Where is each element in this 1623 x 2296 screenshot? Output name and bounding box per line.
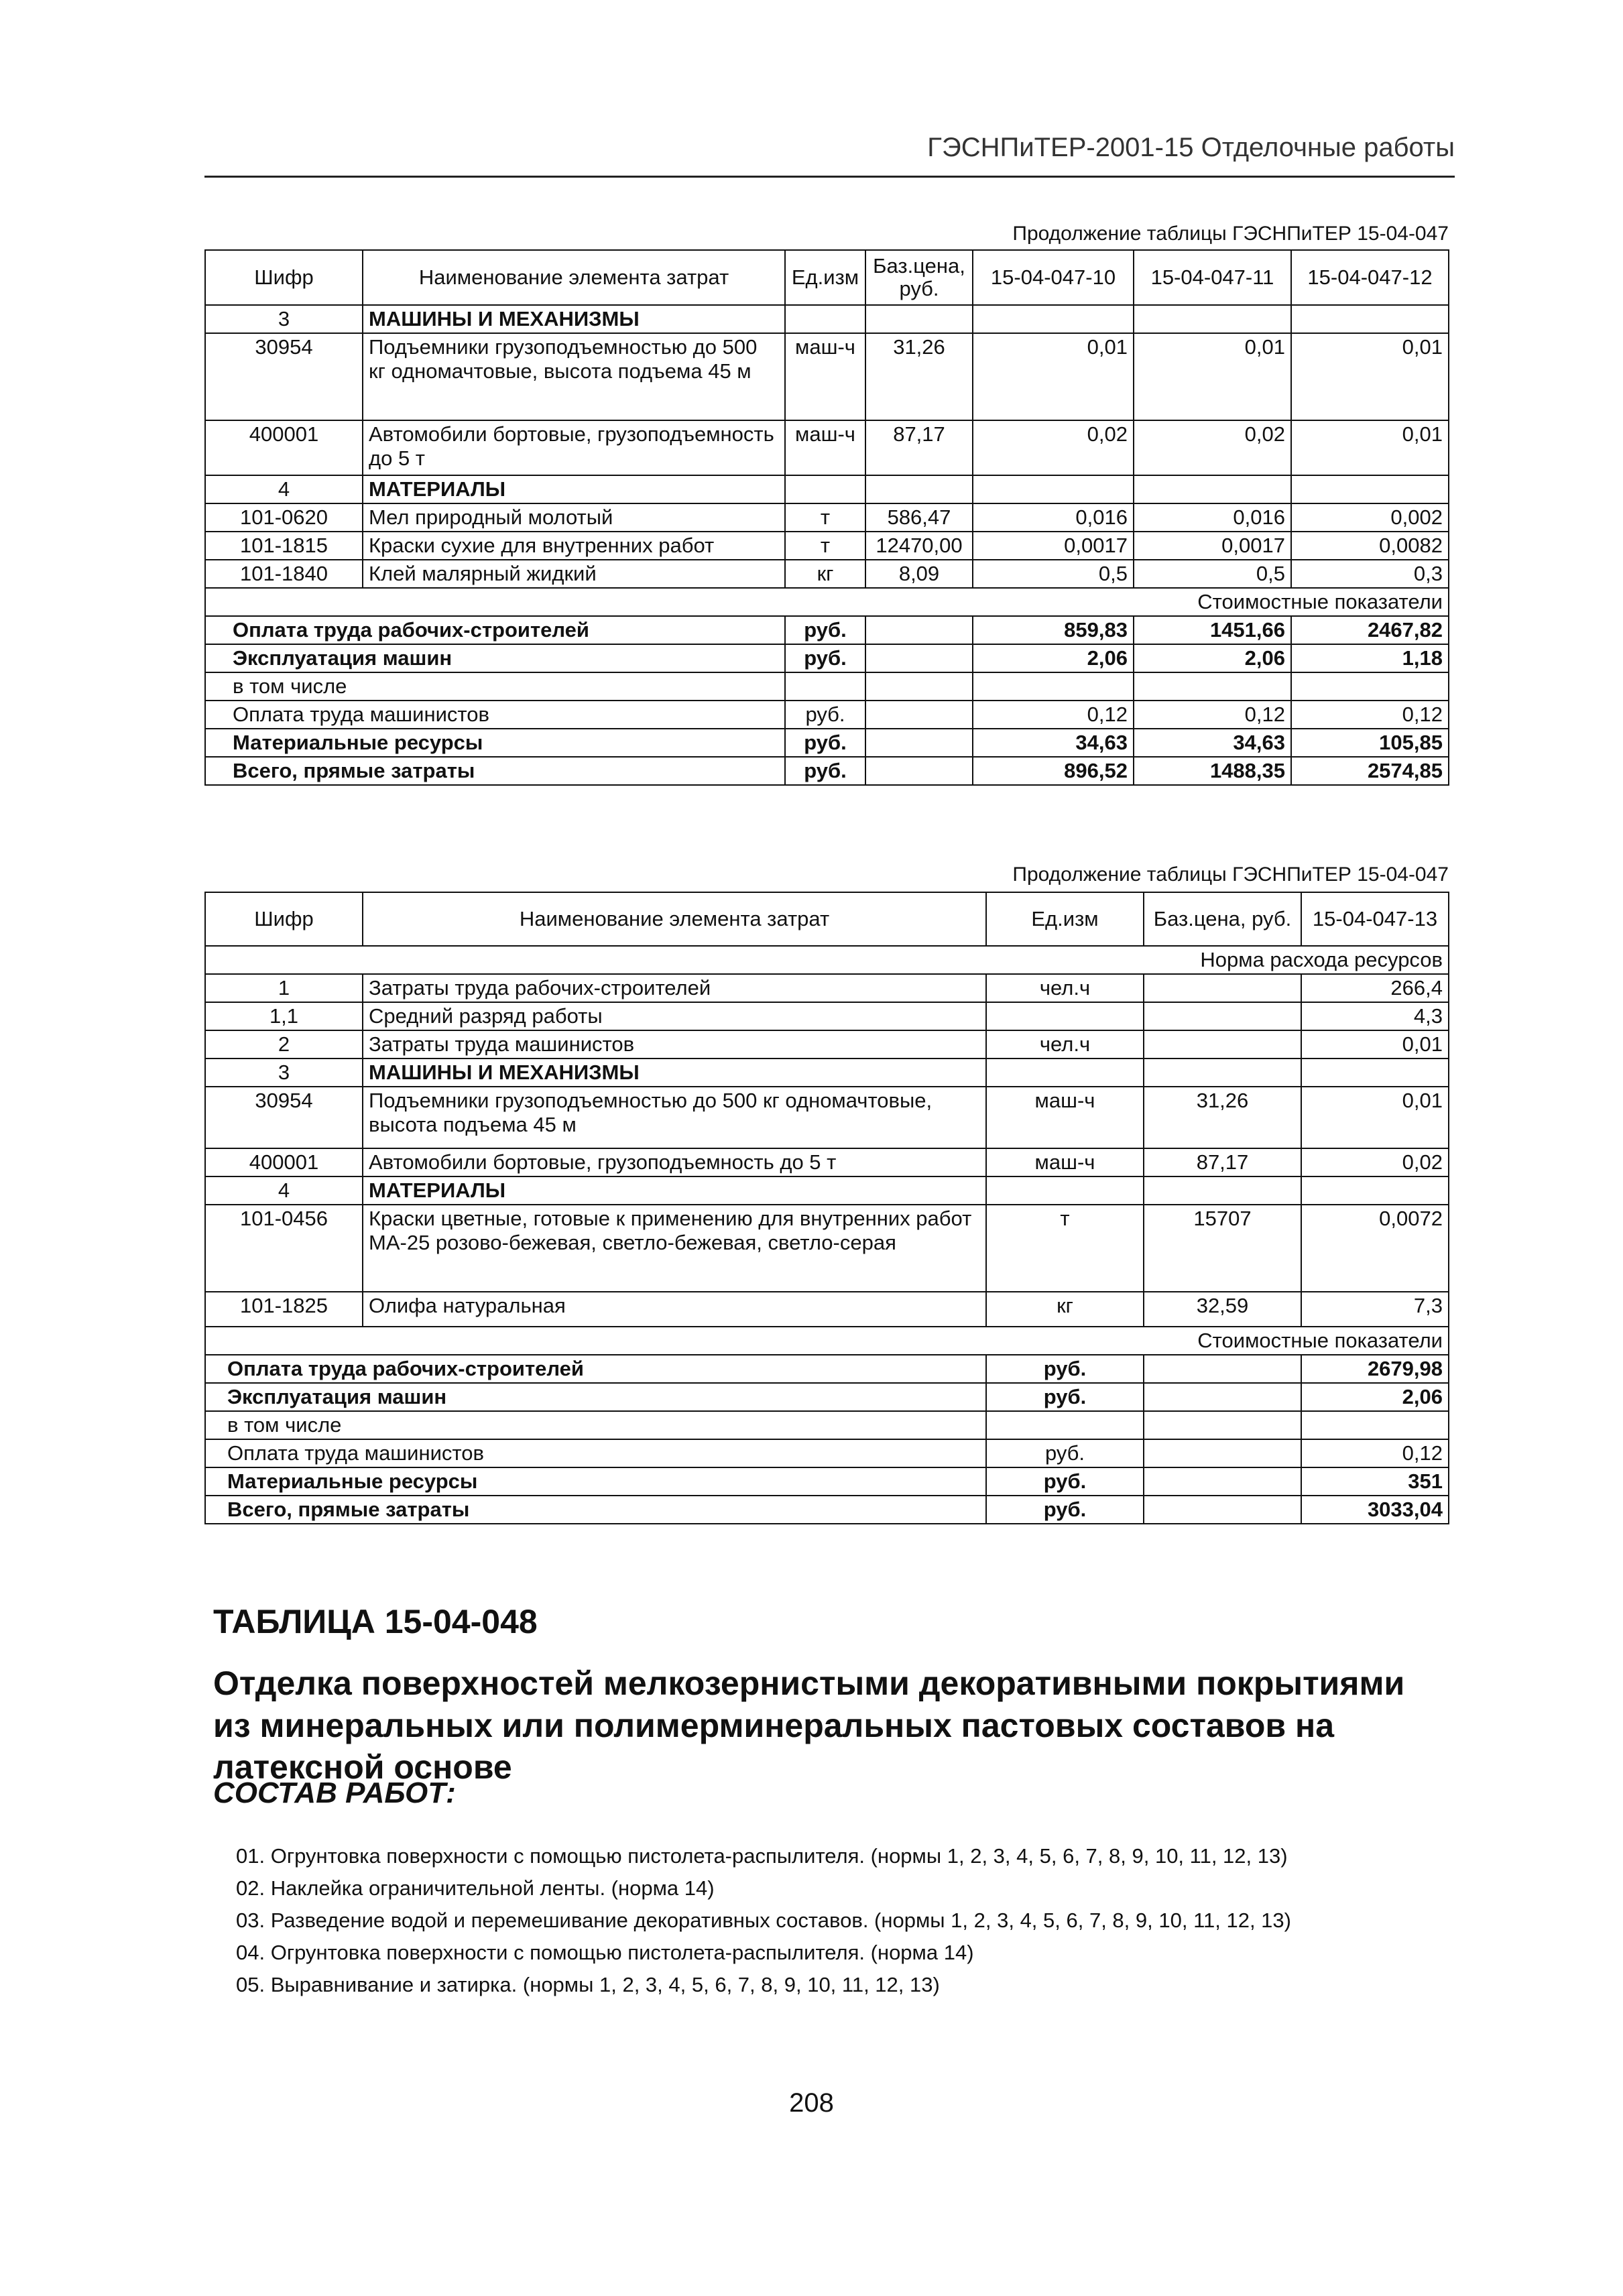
row-value: 0,01 bbox=[1301, 1087, 1449, 1148]
table-row bbox=[205, 701, 1449, 729]
table-row bbox=[205, 1148, 1449, 1176]
row-value: 0,016 bbox=[973, 503, 1134, 532]
cost-unit: руб. bbox=[986, 1496, 1144, 1524]
list-item: 01. Огрунтовка поверхности с помощью пистолета-распылителя. (нормы 1, 2, 3, 4, 5, 6, 7, 8, 9, 10, 11, 12, 13) bbox=[236, 1844, 1288, 1868]
table-row bbox=[205, 1411, 1449, 1439]
running-header: ГЭСНПиТЕР-2001-15 Отделочные работы bbox=[927, 133, 1455, 162]
table-row bbox=[205, 1205, 1449, 1292]
cost-name: Эксплуатация машин bbox=[205, 1383, 986, 1411]
row-price: 8,09 bbox=[865, 560, 973, 588]
table1-col-unit: Ед.изм bbox=[785, 250, 865, 305]
row-value: 0,02 bbox=[1134, 420, 1291, 475]
cost-name: Материальные ресурсы bbox=[205, 1467, 986, 1496]
row-unit: т bbox=[986, 1205, 1144, 1292]
table-row bbox=[205, 1292, 1449, 1327]
row-unit: маш-ч bbox=[986, 1148, 1144, 1176]
works-list bbox=[236, 1840, 1291, 2001]
table2-col-name: Наименование элемента затрат bbox=[363, 892, 986, 946]
cost-unit: руб. bbox=[785, 644, 865, 672]
cost-value: 2679,98 bbox=[1301, 1355, 1449, 1383]
table-row bbox=[205, 1355, 1449, 1383]
row-value: 7,3 bbox=[1301, 1292, 1449, 1327]
row-code: 101-0620 bbox=[205, 503, 363, 532]
table-row bbox=[205, 560, 1449, 588]
cost-value: 2,06 bbox=[1301, 1383, 1449, 1411]
section-title: МАШИНЫ И МЕХАНИЗМЫ bbox=[363, 305, 785, 333]
section-title: МАТЕРИАЛЫ bbox=[363, 1176, 986, 1205]
cost-value: 1,18 bbox=[1291, 644, 1449, 672]
cost-value: 0,12 bbox=[1301, 1439, 1449, 1467]
cost-value: 859,83 bbox=[973, 616, 1134, 644]
row-price: 31,26 bbox=[865, 333, 973, 420]
table-row bbox=[205, 420, 1449, 475]
row-name: Затраты труда машинистов bbox=[363, 1030, 986, 1059]
table-row bbox=[205, 644, 1449, 672]
table-row bbox=[205, 1496, 1449, 1524]
row-name: Мел природный молотый bbox=[363, 503, 785, 532]
cost-name: Эксплуатация машин bbox=[205, 644, 785, 672]
table2-col-unit: Ед.изм bbox=[986, 892, 1144, 946]
row-unit: маш-ч bbox=[785, 333, 865, 420]
table-row bbox=[205, 974, 1449, 1002]
table2-col-047-13: 15-04-047-13 bbox=[1301, 892, 1449, 946]
table-row bbox=[205, 1030, 1449, 1059]
cost-value: 34,63 bbox=[973, 729, 1134, 757]
cost-unit: руб. bbox=[986, 1383, 1144, 1411]
row-value: 0,01 bbox=[1291, 420, 1449, 475]
row-unit: кг bbox=[785, 560, 865, 588]
cost-value: 896,52 bbox=[973, 757, 1134, 785]
cost-unit: руб. bbox=[986, 1355, 1144, 1383]
cost-value: 2,06 bbox=[1134, 644, 1291, 672]
row-code: 1,1 bbox=[205, 1002, 363, 1030]
cost-header: Стоимостные показатели bbox=[205, 588, 1449, 616]
row-value: 0,02 bbox=[1301, 1148, 1449, 1176]
row-value: 0,0082 bbox=[1291, 532, 1449, 560]
row-price: 12470,00 bbox=[865, 532, 973, 560]
row-code: 400001 bbox=[205, 1148, 363, 1176]
row-name: Автомобили бортовые, грузоподъемность до 5 т bbox=[363, 420, 785, 475]
row-unit: чел.ч bbox=[986, 974, 1144, 1002]
row-name: Затраты труда рабочих-строителей bbox=[363, 974, 986, 1002]
row-code: 101-1825 bbox=[205, 1292, 363, 1327]
header-rule bbox=[204, 176, 1455, 178]
row-name: Краски цветные, готовые к применению для внутренних работ МА-25 розово-бежевая, светло-бежевая, светло-серая bbox=[363, 1205, 986, 1292]
row-value: 0,0017 bbox=[1134, 532, 1291, 560]
table-row bbox=[205, 1439, 1449, 1467]
row-price: 586,47 bbox=[865, 503, 973, 532]
row-name: Средний разряд работы bbox=[363, 1002, 986, 1030]
table2-col-code: Шифр bbox=[205, 892, 363, 946]
list-item: 03. Разведение водой и перемешивание декоративных составов. (нормы 1, 2, 3, 4, 5, 6, 7, 8, 9, 10, 11, 12, 13) bbox=[236, 1909, 1291, 1932]
row-name: Подъемники грузоподъемностью до 500 кг одномачтовые, высота подъема 45 м bbox=[363, 333, 785, 420]
row-price: 87,17 bbox=[865, 420, 973, 475]
table-row bbox=[205, 1087, 1449, 1148]
section-title: МАШИНЫ И МЕХАНИЗМЫ bbox=[363, 1059, 986, 1087]
row-price: 32,59 bbox=[1144, 1292, 1301, 1327]
cost-value: 1451,66 bbox=[1134, 616, 1291, 644]
row-value: 0,01 bbox=[973, 333, 1134, 420]
table1-col-047-10: 15-04-047-10 bbox=[973, 250, 1134, 305]
table-row bbox=[205, 475, 1449, 503]
row-name: Олифа натуральная bbox=[363, 1292, 986, 1327]
cost-value: 0,12 bbox=[1134, 701, 1291, 729]
row-code: 4 bbox=[205, 1176, 363, 1205]
table1-col-code: Шифр bbox=[205, 250, 363, 305]
list-item: 04. Огрунтовка поверхности с помощью пистолета-распылителя. (норма 14) bbox=[236, 1941, 974, 1964]
cost-unit: руб. bbox=[986, 1439, 1144, 1467]
table-row bbox=[205, 333, 1449, 420]
cost-value: 3033,04 bbox=[1301, 1496, 1449, 1524]
row-code: 3 bbox=[205, 1059, 363, 1087]
table2 bbox=[204, 892, 1449, 1524]
row-unit: маш-ч bbox=[785, 420, 865, 475]
row-unit: т bbox=[785, 503, 865, 532]
cost-value: 0,12 bbox=[1291, 701, 1449, 729]
row-price bbox=[1144, 1002, 1301, 1030]
row-name: Подъемники грузоподъемностью до 500 кг одномачтовые, высота подъема 45 м bbox=[363, 1087, 986, 1148]
row-price: 31,26 bbox=[1144, 1087, 1301, 1148]
row-code: 1 bbox=[205, 974, 363, 1002]
row-code: 30954 bbox=[205, 333, 363, 420]
table-row bbox=[205, 1002, 1449, 1030]
row-code: 400001 bbox=[205, 420, 363, 475]
row-value: 0,01 bbox=[1134, 333, 1291, 420]
table-row bbox=[205, 1059, 1449, 1087]
row-name: Клей малярный жидкий bbox=[363, 560, 785, 588]
table2-col-price: Баз.цена, руб. bbox=[1144, 892, 1301, 946]
row-price: 87,17 bbox=[1144, 1148, 1301, 1176]
row-code: 101-1840 bbox=[205, 560, 363, 588]
table1 bbox=[204, 249, 1449, 786]
row-value: 0,01 bbox=[1301, 1030, 1449, 1059]
cost-value: 105,85 bbox=[1291, 729, 1449, 757]
page-number: 208 bbox=[789, 2088, 834, 2118]
row-price: 15707 bbox=[1144, 1205, 1301, 1292]
row-code: 101-1815 bbox=[205, 532, 363, 560]
cost-unit: руб. bbox=[785, 729, 865, 757]
row-value: 0,0017 bbox=[973, 532, 1134, 560]
list-item: 02. Наклейка ограничительной ленты. (норма 14) bbox=[236, 1876, 715, 1900]
row-code: 4 bbox=[205, 475, 363, 503]
table2-caption: Продолжение таблицы ГЭСНПиТЕР 15-04-047 bbox=[1012, 863, 1449, 886]
row-value: 0,01 bbox=[1291, 333, 1449, 420]
row-code: 2 bbox=[205, 1030, 363, 1059]
cost-unit: руб. bbox=[986, 1467, 1144, 1496]
cost-name: Всего, прямые затраты bbox=[205, 1496, 986, 1524]
cost-unit: руб. bbox=[785, 757, 865, 785]
cost-name: Оплата труда рабочих-строителей bbox=[205, 1355, 986, 1383]
cost-value: 34,63 bbox=[1134, 729, 1291, 757]
table-row bbox=[205, 532, 1449, 560]
cost-unit: руб. bbox=[785, 616, 865, 644]
row-unit: маш-ч bbox=[986, 1087, 1144, 1148]
row-value: 0,016 bbox=[1134, 503, 1291, 532]
cost-value: 0,12 bbox=[973, 701, 1134, 729]
row-code: 3 bbox=[205, 305, 363, 333]
row-name: Автомобили бортовые, грузоподъемность до 5 т bbox=[363, 1148, 986, 1176]
cost-value: 2,06 bbox=[973, 644, 1134, 672]
row-price bbox=[1144, 1030, 1301, 1059]
cost-value: 351 bbox=[1301, 1467, 1449, 1496]
row-name: Краски сухие для внутренних работ bbox=[363, 532, 785, 560]
row-value: 0,5 bbox=[973, 560, 1134, 588]
table-row bbox=[205, 503, 1449, 532]
table-row bbox=[205, 757, 1449, 785]
table1-col-047-12: 15-04-047-12 bbox=[1291, 250, 1449, 305]
table1-col-name: Наименование элемента затрат bbox=[363, 250, 785, 305]
composition-title: СОСТАВ РАБОТ: bbox=[213, 1776, 456, 1809]
row-unit: кг bbox=[986, 1292, 1144, 1327]
cost-name: в том числе bbox=[205, 672, 785, 701]
cost-name: Материальные ресурсы bbox=[205, 729, 785, 757]
cost-name: Оплата труда рабочих-строителей bbox=[205, 616, 785, 644]
cost-name: в том числе bbox=[205, 1411, 986, 1439]
table1-col-047-11: 15-04-047-11 bbox=[1134, 250, 1291, 305]
cost-name: Всего, прямые затраты bbox=[205, 757, 785, 785]
row-value: 0,002 bbox=[1291, 503, 1449, 532]
cost-value: 2467,82 bbox=[1291, 616, 1449, 644]
cost-value: 1488,35 bbox=[1134, 757, 1291, 785]
table-row bbox=[205, 1383, 1449, 1411]
cost-value: 2574,85 bbox=[1291, 757, 1449, 785]
row-value: 0,3 bbox=[1291, 560, 1449, 588]
table1-caption: Продолжение таблицы ГЭСНПиТЕР 15-04-047 bbox=[1012, 223, 1449, 245]
table-row bbox=[205, 1176, 1449, 1205]
cost-header: Стоимостные показатели bbox=[205, 1327, 1449, 1355]
list-item: 05. Выравнивание и затирка. (нормы 1, 2, 3, 4, 5, 6, 7, 8, 9, 10, 11, 12, 13) bbox=[236, 1973, 940, 1996]
cost-unit: руб. bbox=[785, 701, 865, 729]
cost-name: Оплата труда машинистов bbox=[205, 1439, 986, 1467]
norm-header: Норма расхода ресурсов bbox=[205, 946, 1449, 974]
table-row bbox=[205, 616, 1449, 644]
row-unit: чел.ч bbox=[986, 1030, 1144, 1059]
table-title: ТАБЛИЦА 15-04-048 bbox=[213, 1603, 538, 1640]
table-row bbox=[205, 1467, 1449, 1496]
table1-col-price: Баз.цена, руб. bbox=[865, 250, 973, 305]
row-price bbox=[1144, 974, 1301, 1002]
row-code: 30954 bbox=[205, 1087, 363, 1148]
row-value: 0,0072 bbox=[1301, 1205, 1449, 1292]
cost-name: Оплата труда машинистов bbox=[205, 701, 785, 729]
table-row bbox=[205, 672, 1449, 701]
row-unit bbox=[986, 1002, 1144, 1030]
row-value: 0,02 bbox=[973, 420, 1134, 475]
row-value: 266,4 bbox=[1301, 974, 1449, 1002]
row-value: 0,5 bbox=[1134, 560, 1291, 588]
row-code: 101-0456 bbox=[205, 1205, 363, 1292]
section-subtitle: Отделка поверхностей мелкозернистыми декоративными покрытиями из минеральных или полимерминеральных пастовых составов на латексной основе bbox=[213, 1665, 1405, 1786]
table-row bbox=[205, 729, 1449, 757]
row-value: 4,3 bbox=[1301, 1002, 1449, 1030]
section-title: МАТЕРИАЛЫ bbox=[363, 475, 785, 503]
table-row bbox=[205, 305, 1449, 333]
row-unit: т bbox=[785, 532, 865, 560]
